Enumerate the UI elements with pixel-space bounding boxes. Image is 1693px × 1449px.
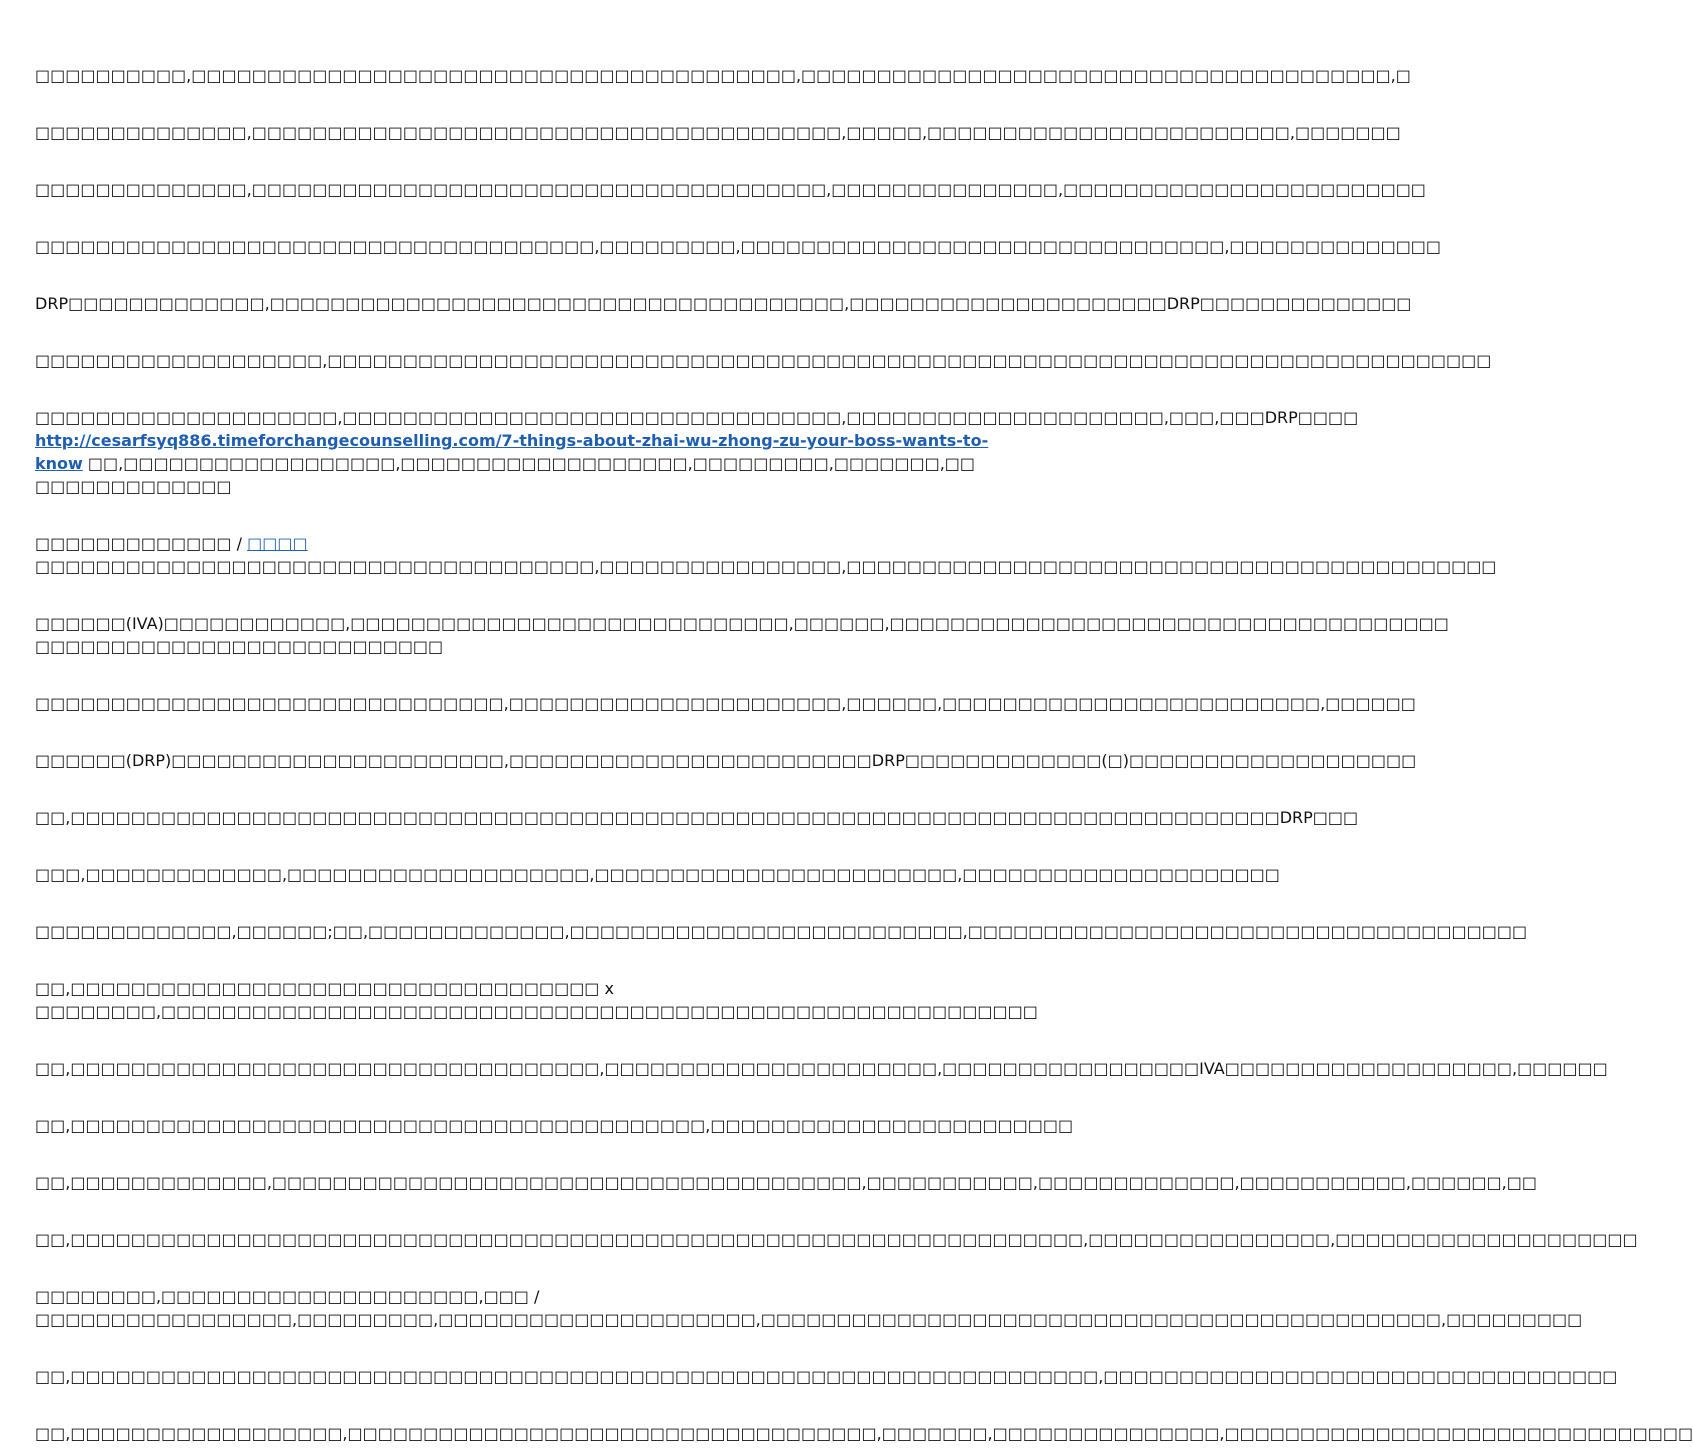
paragraph-18: □□,□□□□□□□□□□□□□,□□□□□□□□□□□□□□□□□□□□□□□□□□□□□□□□□□□□□□□,□□□□□□□□□□□,□□□□□□□□□□□□□,□□□□□□□□□□□,□□□□□□,□□ (35, 1173, 1537, 1192)
paragraph-16: □□,□□□□□□□□□□□□□□□□□□□□□□□□□□□□□□□□□□□,□□□□□□□□□□□□□□□□□□□□□□,□□□□□□□□□□□□□□□□□IVA□□□□□□□□□□□□□□□□□□□,□□□□□□ (35, 1059, 1608, 1078)
paragraph-21: □□,□□□□□□□□□□□□□□□□□□□□□□□□□□□□□□□□□□□□□□□□□□□□□□□□□□□□□□□□□□□□□□□□□□□□,□□□□□□□□□□□□□□□□□□□□□□□□□□□□□□□□□□ (35, 1367, 1618, 1386)
paragraph-5: DRP□□□□□□□□□□□□□,□□□□□□□□□□□□□□□□□□□□□□□□□□□□□□□□□□□□□□,□□□□□□□□□□□□□□□□□□□□□DRP□□□□□□□□□□□□□□ (35, 294, 1412, 313)
paragraph-6: □□□□□□□□□□□□□□□□□□□,□□□□□□□□□□□□□□□□□□□□□□□□□□□□□□□□□□□□□□□□□□□□□□□□□□□□□□□□□□□□□□□□□□□□□□□□□□□□□ (35, 351, 1492, 370)
paragraph-12: □□,□□□□□□□□□□□□□□□□□□□□□□□□□□□□□□□□□□□□□□□□□□□□□□□□□□□□□□□□□□□□□□□□□□□□□□□□□□□□□□□□DRP□□□ (35, 808, 1359, 827)
paragraph-11: □□□□□□(DRP)□□□□□□□□□□□□□□□□□□□□□□,□□□□□□□□□□□□□□□□□□□□□□□□DRP□□□□□□□□□□□□□(□)□□□□□□□□□□□□□□□□□□□ (35, 751, 1417, 770)
paragraph-15 (35, 977, 1038, 1023)
paragraph-13: □□□,□□□□□□□□□□□□□,□□□□□□□□□□□□□□□□□□□□,□□□□□□□□□□□□□□□□□□□□□□□□,□□□□□□□□□□□□□□□□□□□□□ (35, 865, 1280, 884)
paragraph-20-line-1: □□□□□□□□,□□□□□□□□□□□□□□□□□□□□□,□□□ / (35, 1287, 540, 1306)
paragraph-7-after-link: □□,□□□□□□□□□□□□□□□□□□,□□□□□□□□□□□□□□□□□□□,□□□□□□□□□,□□□□□□□,□□□□□□□□□□□□□□□ (35, 454, 976, 496)
paragraph-15-line-1: □□,□□□□□□□□□□□□□□□□□□□□□□□□□□□□□□□□□□□ x (35, 979, 614, 998)
paragraph-8 (35, 532, 1497, 578)
paragraph-7 (35, 406, 1359, 498)
document-body (35, 64, 1693, 1445)
article-link[interactable]: http://cesarfsyq886.timeforchangecounselling.com/7-things-about-zhai-wu-zhong-zu-your-boss-wants-to-know (35, 431, 989, 473)
paragraph-8-heading: □□□□□□□□□□□□□ / (35, 534, 248, 553)
paragraph-19: □□,□□□□□□□□□□□□□□□□□□□□□□□□□□□□□□□□□□□□□□□□□□□□□□□□□□□□□□□□□□□□□□□□□□□,□□□□□□□□□□□□□□□□,□□□□□□□□□□□□□□□□□□□□ (35, 1230, 1638, 1249)
paragraph-3: □□□□□□□□□□□□□□,□□□□□□□□□□□□□□□□□□□□□□□□□□□□□□□□□□□□□□,□□□□□□□□□□□□□□□,□□□□□□□□□□□□□□□□□□□□□□□□ (35, 180, 1426, 199)
paragraph-14: □□□□□□□□□□□□□,□□□□□□;□□,□□□□□□□□□□□□□,□□□□□□□□□□□□□□□□□□□□□□□□□□,□□□□□□□□□□□□□□□□□□□□□□□□□□□□□□□□□□□□□ (35, 922, 1528, 941)
paragraph-22: □□,□□□□□□□□□□□□□□□□□□,□□□□□□□□□□□□□□□□□□□□□□□□□□□□□□□□□□□,□□□□□□□,□□□□□□□□□□□□□□□,□□□□□□□□□□□□□□□□□□□□□□□□□□□□□□□ (35, 1424, 1693, 1443)
paragraph-17: □□,□□□□□□□□□□□□□□□□□□□□□□□□□□□□□□□□□□□□□□□□□□,□□□□□□□□□□□□□□□□□□□□□□□□ (35, 1116, 1074, 1135)
paragraph-4: □□□□□□□□□□□□□□□□□□□□□□□□□□□□□□□□□□□□□,□□□□□□□□□,□□□□□□□□□□□□□□□□□□□□□□□□□□□□□□□□,□□□□□□□□□□□□□□ (35, 237, 1442, 256)
paragraph-8-line-2: □□□□□□□□□□□□□□□□□□□□□□□□□□□□□□□□□□□□□,□□□□□□□□□□□□□□□□,□□□□□□□□□□□□□□□□□□□□□□□□□□□□□□□□□□□□□□□□□□□ (35, 557, 1497, 576)
paragraph-7-line-1: □□□□□□□□□□□□□□□□□□□□,□□□□□□□□□□□□□□□□□□□□□□□□□□□□□□□□□,□□□□□□□□□□□□□□□□□□□□□,□□□,□□□DRP□□□□ (35, 408, 1359, 427)
paragraph-9-line-2: □□□□□□□□□□□□□□□□□□□□□□□□□□□ (35, 637, 444, 656)
paragraph-20-line-2: □□□□□□□□□□□□□□□□□,□□□□□□□□□,□□□□□□□□□□□□□□□□□□□□□,□□□□□□□□□□□□□□□□□□□□□□□□□□□□□□□□□□□□□□□□□□□□□,□□□□□□□□□ (35, 1310, 1583, 1329)
paragraph-15-line-2: □□□□□□□□,□□□□□□□□□□□□□□□□□□□□□□□□□□□□□□□□□□□□□□□□□□□□□□□□□□□□□□□□□□ (35, 1002, 1038, 1021)
paragraph-9-line-1: □□□□□□(IVA)□□□□□□□□□□□□,□□□□□□□□□□□□□□□□□□□□□□□□□□□□□,□□□□□□,□□□□□□□□□□□□□□□□□□□□□□□□□□□□□□□□□□□□□ (35, 614, 1449, 633)
paragraph-20 (35, 1285, 1583, 1331)
paragraph-1: □□□□□□□□□□,□□□□□□□□□□□□□□□□□□□□□□□□□□□□□□□□□□□□□□□□,□□□□□□□□□□□□□□□□□□□□□□□□□□□□□□□□□□□□□□□,□ (35, 66, 1411, 85)
paragraph-2: □□□□□□□□□□□□□□,□□□□□□□□□□□□□□□□□□□□□□□□□□□□□□□□□□□□□□□,□□□□□,□□□□□□□□□□□□□□□□□□□□□□□□,□□□□□□□ (35, 123, 1401, 142)
paragraph-10: □□□□□□□□□□□□□□□□□□□□□□□□□□□□□□□,□□□□□□□□□□□□□□□□□□□□□□,□□□□□□,□□□□□□□□□□□□□□□□□□□□□□□□□,□□□□□□ (35, 694, 1416, 713)
paragraph-8-line-1 (35, 532, 990, 555)
paragraph-9 (35, 612, 1449, 658)
paragraph-7-link-line (35, 429, 990, 498)
short-link[interactable]: □□□□ (247, 534, 308, 553)
